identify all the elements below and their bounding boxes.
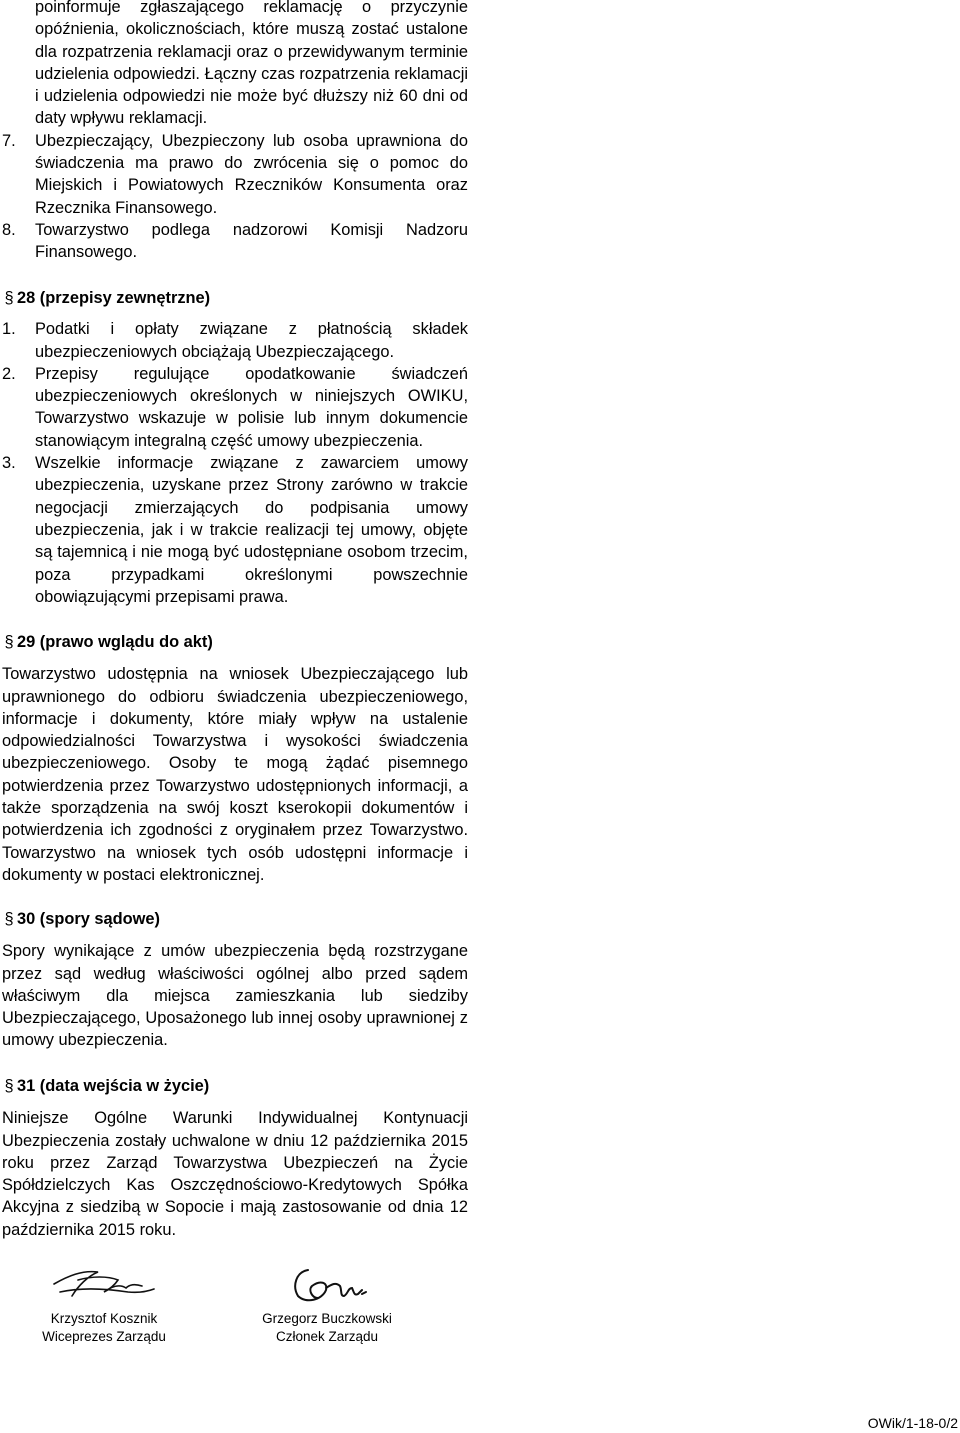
- item-text: Przepisy regulujące opodatkowanie świadczeń ubezpieczeniowych określonych w niniejszych OWIKU, Towarzystwo wskazuje w polisie lub innym dokumencie stanowiącym integralną część umowy ubezpieczenia.: [35, 364, 468, 450]
- item-number: 3.: [2, 454, 16, 473]
- signatory-role: Członek Zarządu: [275, 1329, 379, 1344]
- item-text: Towarzystwo podlega nadzorowi Komisji Nadzoru Finansowego.: [35, 220, 468, 262]
- section-symbol: §: [4, 633, 14, 651]
- item-number: 1.: [2, 320, 16, 339]
- section-28-heading: [2, 287, 468, 309]
- item-text: Wszelkie informacje związane z zawarciem umowy ubezpieczenia, uzyskane przez Strony zarówno w trakcie negocjacji zmierzających do podpisania umowy ubezpieczenia, jak i w trakcie realizacji tej umowy, objęte są tajemnicą i nie mogą być udostępniane osobom trzecim, poza przypadkami określonymi powszechnie obowiązującymi przepisami prawa.: [35, 454, 468, 606]
- signatory-role: Wiceprezes Zarządu: [42, 1329, 166, 1344]
- list-item: [2, 219, 468, 264]
- signature-block-vice-president: [30, 1262, 178, 1346]
- section-title: 31 (data wejścia w życie): [17, 1077, 210, 1095]
- section-31-body: Niniejsze Ogólne Warunki Indywidualnej Kontynuacji Ubezpieczenia zostały uchwalone w dniu 12 października 2015 roku przez Zarząd Towarzystwa Ubezpieczeń na Życie Spółdzielczych Kas Oszczędnościowo-Kredytowych Spółka Akcyjna z siedzibą w Sopocie i mają zastosowanie od dnia 12 października 2015 roku.: [2, 1109, 468, 1239]
- list-item: [2, 452, 468, 608]
- section-title: 28 (przepisy zewnętrzne): [17, 289, 211, 307]
- section-29-body: Towarzystwo udostępnia na wniosek Ubezpieczającego lub uprawnionego do odbioru świadczenia ubezpieczeniowego, informacje i dokumenty, które miały wpływ na ustalenie odpowiedzialności Towarzystwa i wysokości świadczenia ubezpieczeniowego. Osoby te mogą żądać pisemnego potwierdzenia przez Towarzystwo udostępnionych informacji, a także sporządzenia na swój koszt kserokopii dokumentów i potwierdzenia ich zgodności z oryginałem przez Towarzystwo. Towarzystwo na wniosek tych osób udostępni informacje i dokumenty w postaci elektronicznej.: [2, 665, 468, 884]
- section-28: [2, 287, 468, 608]
- list-item: [2, 318, 468, 363]
- section-31: [2, 1075, 468, 1241]
- section-30-heading: [2, 908, 468, 930]
- section-29-heading: [2, 631, 468, 653]
- item-number: 2.: [2, 364, 16, 383]
- section-30-body: Spory wynikające z umów ubezpieczenia będą rozstrzygane przez sąd według właściwości ogólnej albo przed sądem właściwym dla miejsca zamieszkania lub siedziby Ubezpieczającego, Uposażonego lub innej osoby uprawnionej z umowy ubezpieczenia.: [2, 942, 468, 1050]
- top-section: [2, 0, 468, 264]
- item-number: 8.: [2, 220, 16, 239]
- section-29: [2, 631, 468, 886]
- document-code: OWik/1-18-0/2: [867, 1415, 958, 1431]
- list-item: [2, 363, 468, 452]
- section-title: 29 (prawo wglądu do akt): [17, 633, 213, 651]
- section-30: [2, 908, 468, 1052]
- item-text: Podatki i opłaty związane z płatnością składek ubezpieczeniowych obciążają Ubezpieczającego.: [35, 320, 468, 361]
- handwritten-signature-buczkowski: [282, 1262, 372, 1306]
- item-number: 7.: [2, 131, 16, 150]
- list-item: [2, 130, 468, 219]
- item-text: Ubezpieczający, Ubezpieczony lub osoba uprawniona do świadczenia ma prawo do zwrócenia się o pomoc do Miejskich i Powiatowych Rzeczników Konsumenta oraz Rzecznika Finansowego.: [35, 131, 468, 217]
- item-6-continuation: poinformuje zgłaszającego reklamację o przyczynie opóźnienia, okolicznościach, które muszą zostać ustalone dla rozpatrzenia reklamacji oraz o przewidywanym terminie udzielenia odpowiedzi. Łączny czas rozpatrzenia reklamacji i udzielenia odpowiedzi nie może być dłuższy niż 60 dni od daty wpływu reklamacji.: [35, 0, 468, 128]
- section-title: 30 (spory sądowe): [17, 910, 161, 928]
- section-31-heading: [2, 1075, 468, 1097]
- section-symbol: §: [4, 1077, 14, 1095]
- handwritten-signature-kosznik: [48, 1262, 160, 1306]
- signatory-name: Krzysztof Kosznik: [50, 1311, 158, 1326]
- section-symbol: §: [4, 289, 14, 307]
- signatory-name: Grzegorz Buczkowski: [262, 1311, 392, 1326]
- section-symbol: §: [4, 910, 14, 928]
- signature-block-board-member: [252, 1262, 402, 1346]
